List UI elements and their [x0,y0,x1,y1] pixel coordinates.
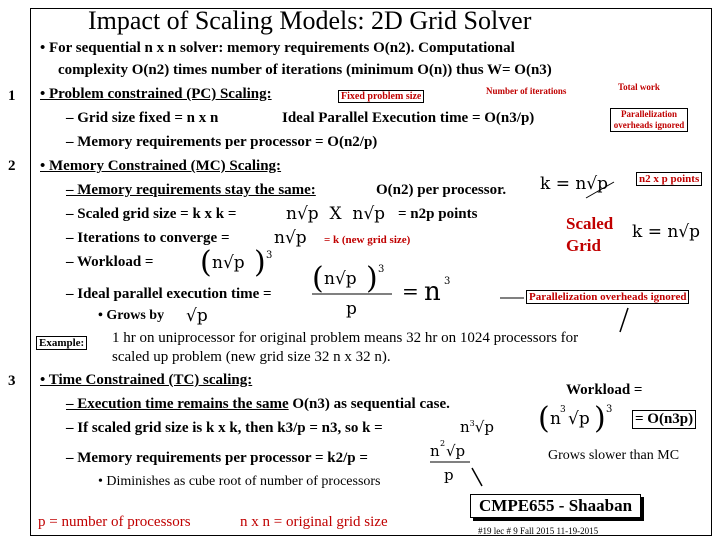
mc-iterations-line: – Iterations to converge = [66,230,230,246]
mc-memory-value: O(n2) per processor. [376,182,507,198]
pc-grid-size-line: – Grid size fixed = n x n [66,110,219,126]
tc-memory-line: – Memory requirements per processor = k2/p = [66,450,368,466]
course-tag: CMPE655 - Shaaban [470,494,641,518]
mc-memory-line: – Memory requirements stay the same: [66,182,316,198]
intro-line-1: • For sequential n x n solver: memory requirements O(n2). Computational [40,40,515,56]
tc-scaled-grid-line: – If scaled grid size is k x k, then k3/p = n3, so k = [66,420,383,436]
example-line-2: scaled up problem (new grid size 32 n x 32 n). [112,349,391,365]
tc-heading: • Time Constrained (TC) scaling: [40,372,253,388]
pc-ideal-exec-time: Ideal Parallel Execution time = O(n3/p) [282,110,535,126]
scaled-grid-label-1: Scaled [566,214,614,233]
margin-number-1: 1 [8,88,16,104]
svg-text:n√p: n√p [212,253,245,273]
tc-exec-time-value: O(n3) as sequential case. [292,396,450,412]
formula-root-p: √p [186,306,208,326]
tc-workload-value: = O(n3p) [632,410,696,429]
mc-grows-by: • Grows by [98,308,165,323]
margin-number-3: 3 [8,373,16,389]
mc-heading: • Memory Constrained (MC) Scaling: [40,158,282,174]
grows-slower-label: Grows slower than MC [548,448,680,463]
slide-info: #19 lec # 9 Fall 2015 11-19-2015 [478,526,599,536]
tc-exec-time-underlined: – Execution time remains the same [66,396,289,412]
footer-p-definition: p = number of processors [38,514,191,530]
margin-number-2: 2 [8,158,16,174]
tc-workload-label: Workload = [566,382,643,398]
svg-text:3: 3 [266,250,273,261]
svg-text:): ) [594,401,606,436]
svg-text:p: p [444,466,454,484]
formula-nrootp-x-nrootp: n√p X n√p [286,204,386,224]
mc-overheads-ignored-label: Parallelization overheads ignored [526,290,689,304]
page-title: Impact of Scaling Models: 2D Grid Solver [88,6,532,35]
svg-text:√p: √p [568,409,590,429]
number-of-iterations-label: Number of iterations [486,86,567,96]
svg-text:3: 3 [560,405,566,415]
pc-heading: • Problem constrained (PC) Scaling: [40,86,272,102]
svg-text:3: 3 [606,404,613,415]
example-label: Example: [36,336,87,350]
svg-text:): ) [366,261,378,296]
svg-text:(: ( [312,261,324,296]
example-line-1: 1 hr on uniprocessor for original problem means 32 hr on 1024 processors for [112,330,579,346]
svg-text:(: ( [200,245,212,280]
intro-line-2: complexity O(n2) times number of iterations (minimum O(n)) thus W= O(n3) [58,62,552,78]
footer-n-definition: n x n = original grid size [240,514,388,530]
svg-text:(: ( [538,401,550,436]
scaled-grid-label-2: Grid [566,236,601,255]
pc-memory-line: – Memory requirements per processor = O(n2/p) [66,134,378,150]
svg-text:2: 2 [440,439,446,448]
svg-text:p: p [346,299,357,319]
pc-overheads-ignored-label: Parallelization overheads ignored [610,108,688,132]
fixed-problem-size-label: Fixed problem size [338,90,424,103]
svg-text:n: n [430,442,440,460]
mc-scaled-grid-line: – Scaled grid size = k x k = [66,206,237,222]
total-work-label: Total work [618,82,660,92]
formula-n-root-p: n√p [274,228,307,248]
svg-text:n√p: n√p [324,269,357,289]
formula-k-equals-n-root-p-2: k = n√p [632,222,701,242]
mc-ideal-exec-line: – Ideal parallel execution time = [66,286,272,302]
svg-text:n: n [550,409,561,429]
mc-workload-line: – Workload = [66,254,154,270]
svg-text:3: 3 [444,276,451,287]
svg-text:=: = [402,279,419,303]
svg-text:n: n [424,277,441,307]
formula-k-equals-n-root-p: k = n√p [540,174,609,194]
mc-points-value: = n2p points [398,206,478,222]
n2xp-points-label: n2 x p points [636,172,702,186]
mc-iter-note: = k (new grid size) [324,234,411,246]
tc-diminishes: • Diminishes as cube root of number of processors [98,474,381,489]
svg-text:): ) [254,245,266,280]
formula-k-cube-root: $n^3√p$ [460,418,494,436]
svg-text:3: 3 [378,264,385,275]
svg-text:√p: √p [446,442,466,460]
